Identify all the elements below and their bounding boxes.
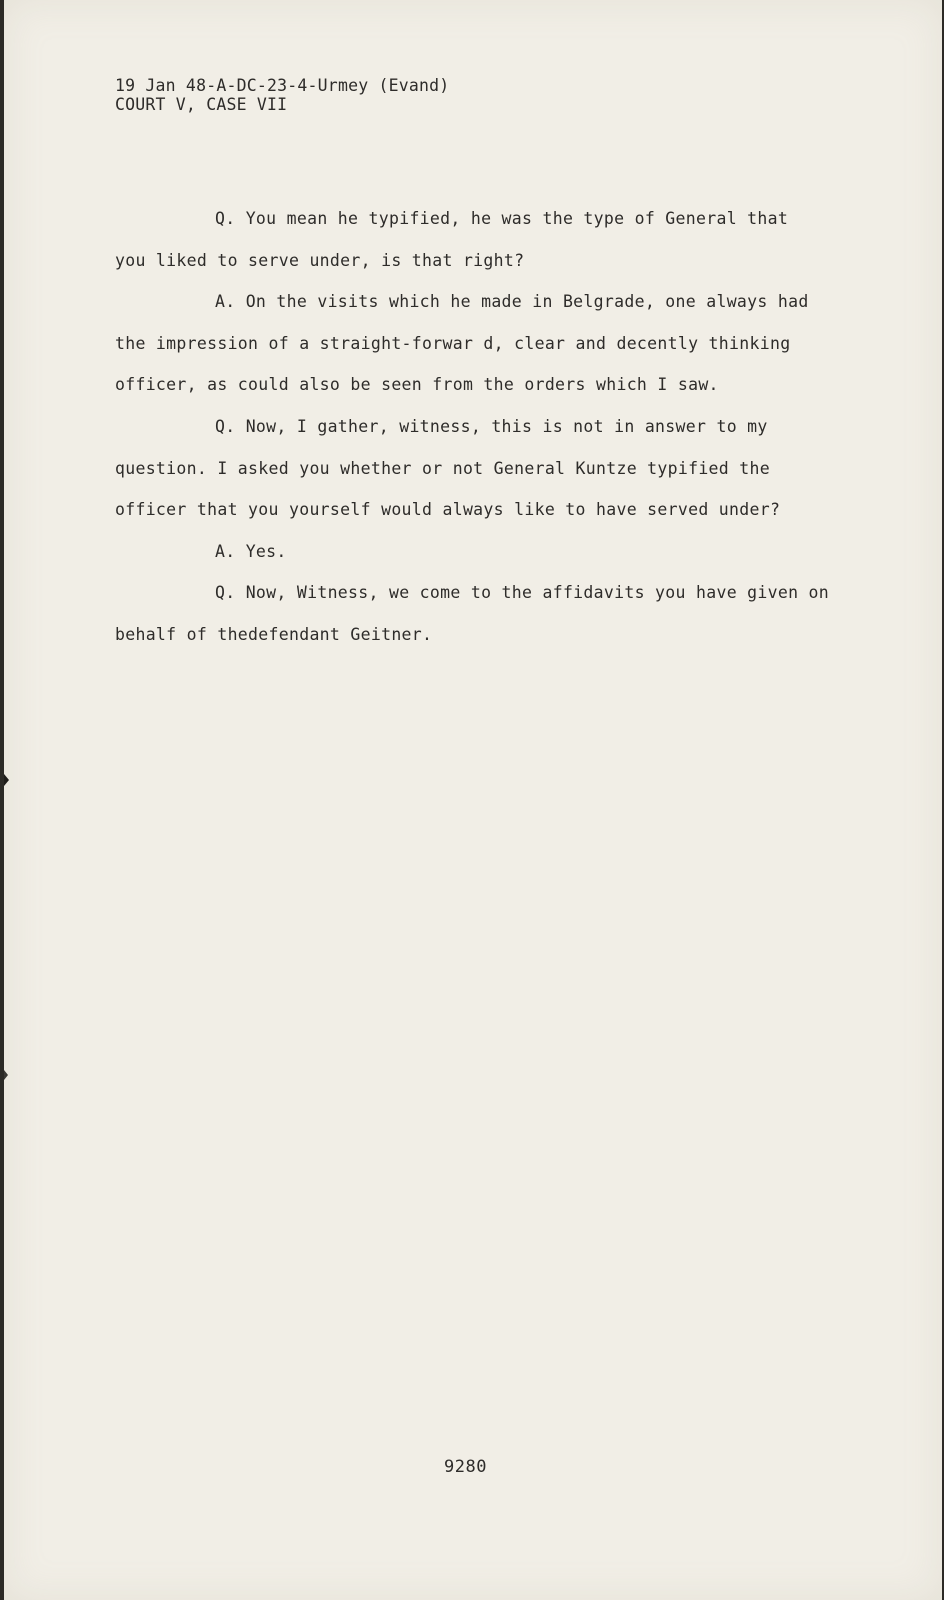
document-page — [4, 0, 942, 1600]
transcript-body — [115, 198, 855, 656]
transcript-line: Q. You mean he typified, he was the type of General that — [215, 209, 789, 228]
margin-punch-mark — [4, 1070, 8, 1080]
transcript-line: Q. Now, I gather, witness, this is not in answer to my — [215, 416, 768, 436]
transcript-line: A. On the visits which he made in Belgrade, one always had — [215, 292, 809, 312]
transcript-line: A. Yes. — [215, 541, 287, 561]
header-court-case: COURT V, CASE VII — [115, 95, 288, 114]
transcript-line: Q. Now, Witness, we come to the affidavits you have given on — [215, 583, 830, 603]
header-reference: 19 Jan 48-A-DC-23-4-Urmey (Evand) — [115, 76, 450, 95]
transcript-line: you liked to serve under, is that right? — [115, 250, 525, 270]
transcript-line: officer that you yourself would always like to have served under? — [115, 500, 781, 520]
transcript-line: question. I asked you whether or not General Kuntze typified the — [115, 458, 770, 478]
transcript-line: the impression of a straight-forwar d, clear and decently thinking — [115, 333, 791, 353]
transcript-line: officer, as could also be seen from the orders which I saw. — [115, 375, 719, 395]
margin-punch-mark — [4, 774, 9, 786]
page-number: 9280 — [444, 1457, 487, 1477]
transcript-line: behalf of thedefendant Geitner. — [115, 624, 433, 644]
document-header — [115, 76, 449, 114]
